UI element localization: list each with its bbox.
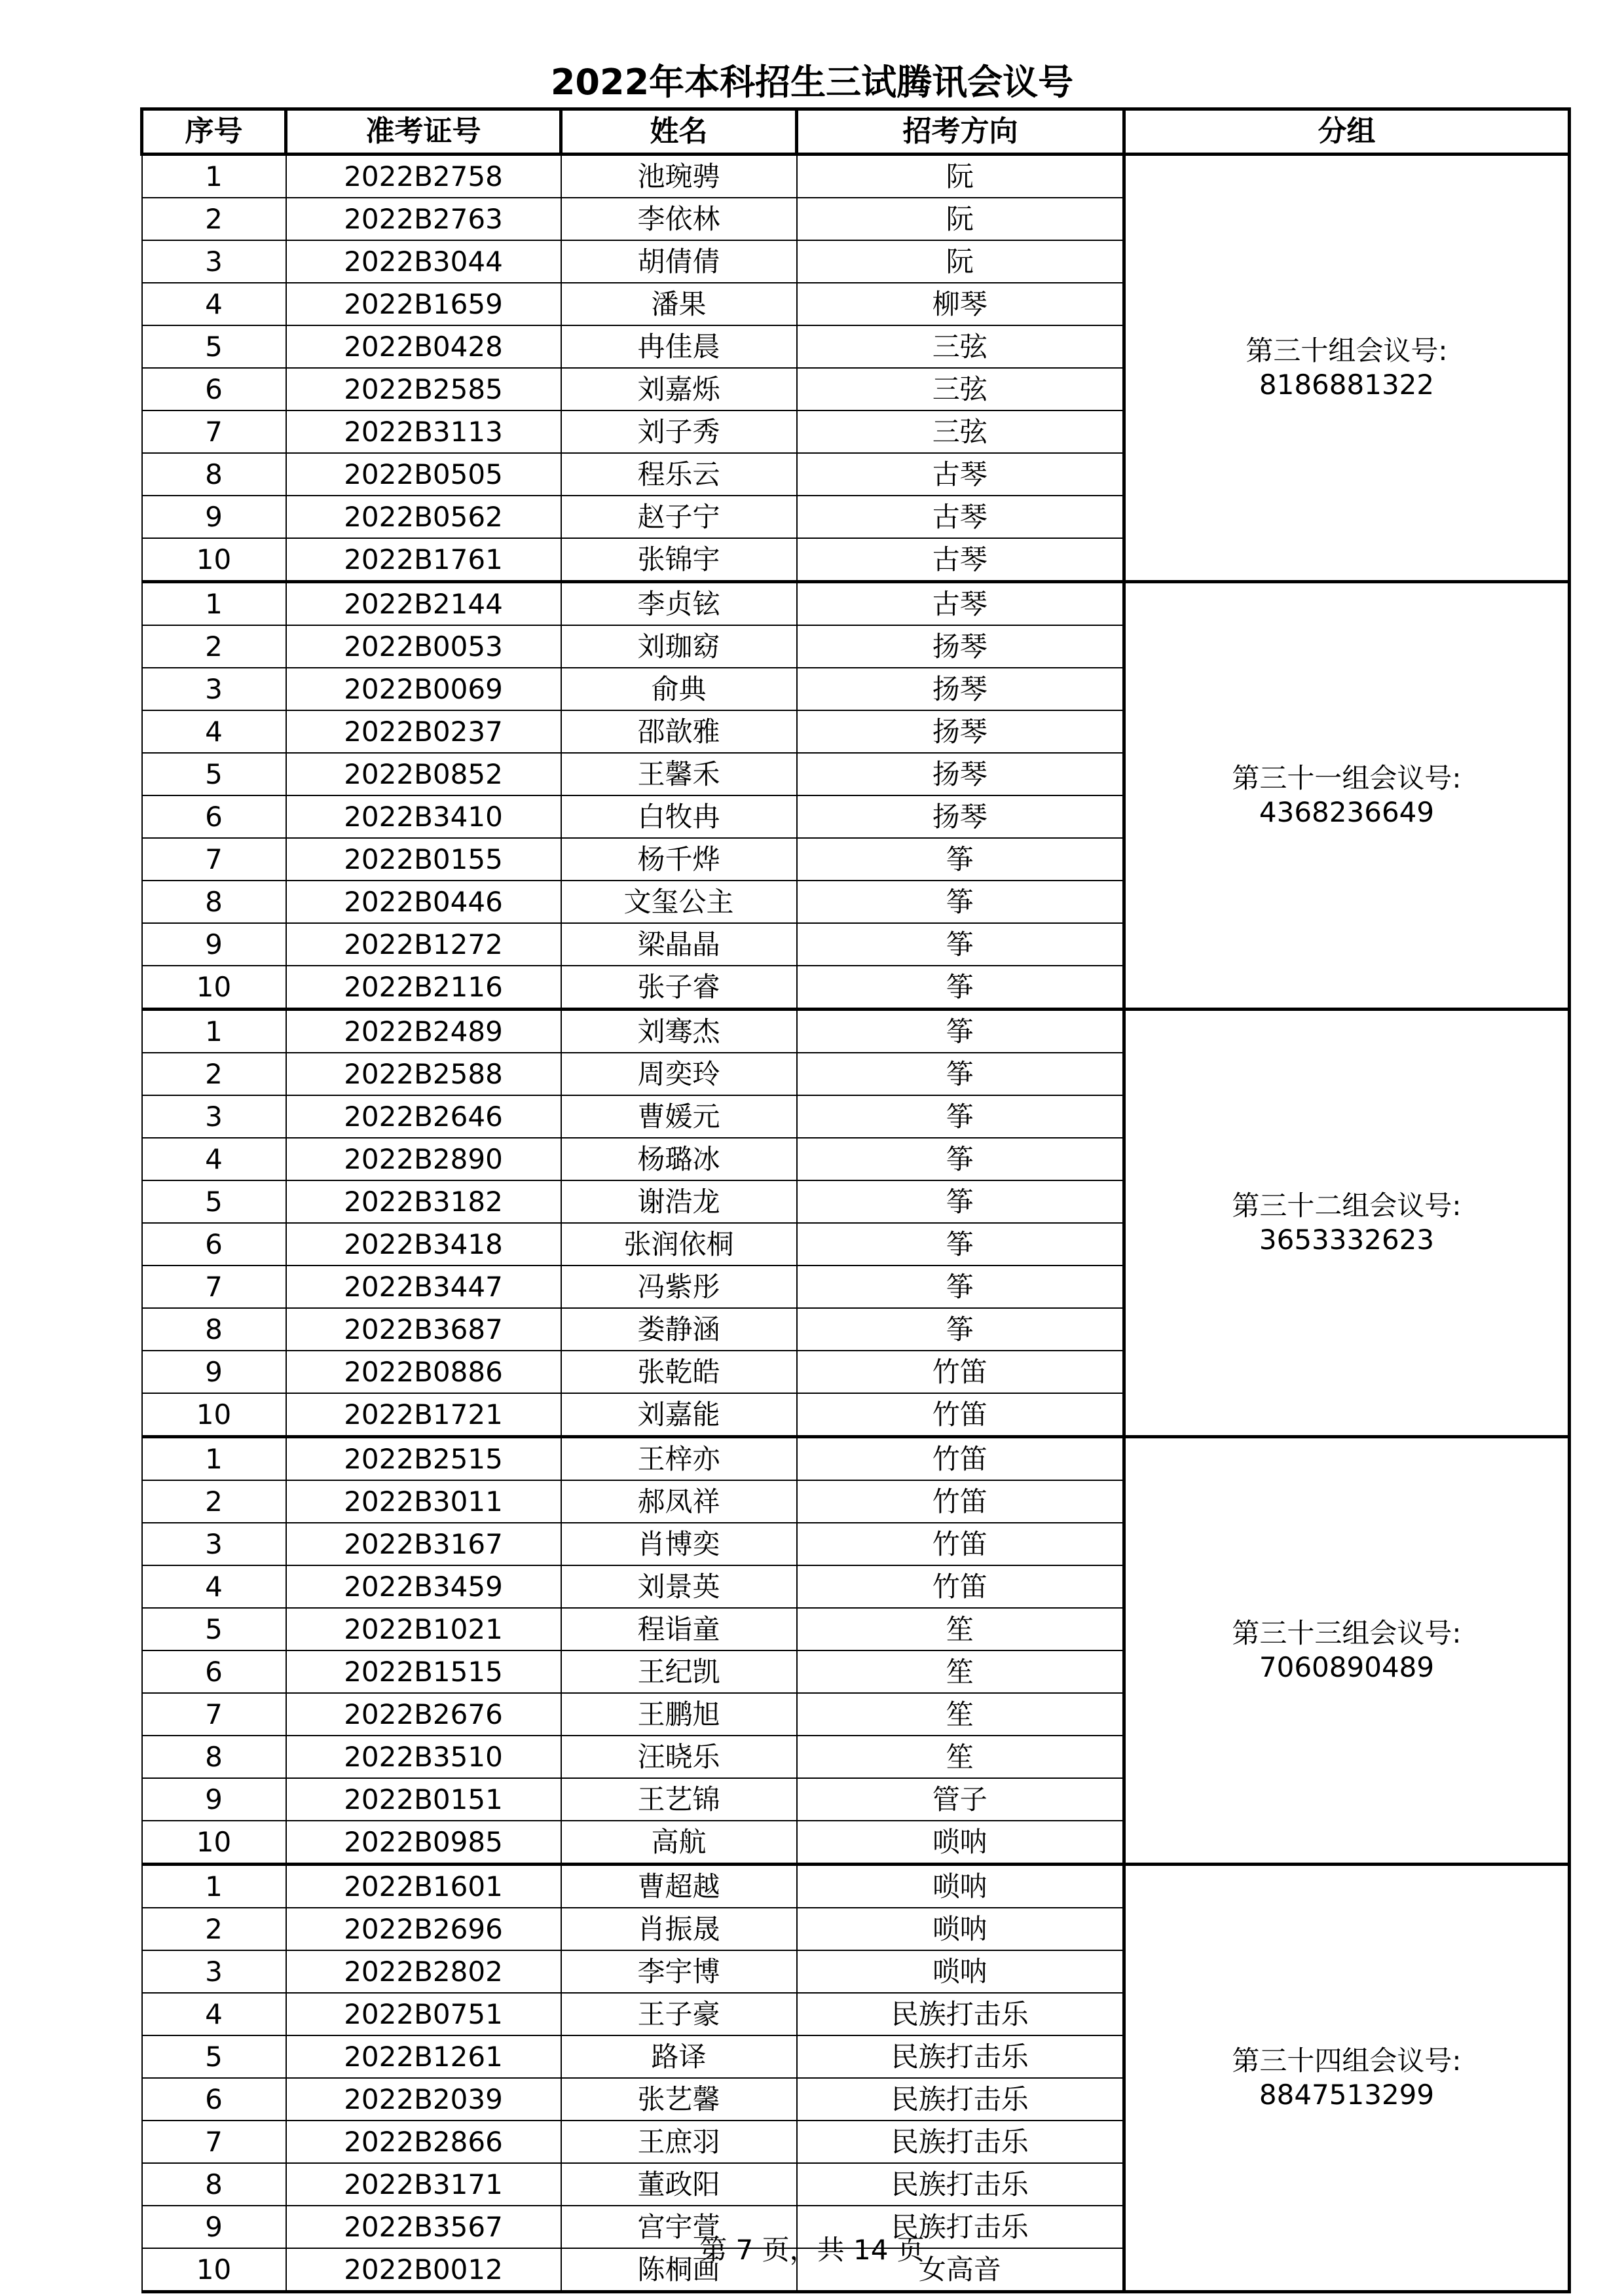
cell-exam-id: 2022B2758	[286, 155, 561, 198]
cell-name: 赵子宁	[561, 496, 797, 538]
cell-name: 谢浩龙	[561, 1180, 797, 1223]
cell-index: 4	[142, 283, 286, 325]
cell-major: 三弦	[797, 410, 1124, 453]
cell-major: 筝	[797, 1095, 1124, 1138]
cell-major: 筝	[797, 1010, 1124, 1053]
cell-name: 李贞铉	[561, 582, 797, 626]
cell-name: 刘子秀	[561, 410, 797, 453]
cell-major: 女高音	[797, 2248, 1124, 2292]
cell-exam-id: 2022B3510	[286, 1736, 561, 1778]
meeting-id: 3653332623	[1259, 1224, 1435, 1256]
cell-name: 李宇博	[561, 1950, 797, 1993]
cell-name: 潘果	[561, 283, 797, 325]
cell-major: 竹笛	[797, 1351, 1124, 1393]
cell-index: 1	[142, 155, 286, 198]
group-cell	[1124, 582, 1570, 1010]
cell-index: 10	[142, 2248, 286, 2292]
cell-major: 三弦	[797, 368, 1124, 410]
meeting-id: 8847513299	[1259, 2079, 1435, 2111]
table-header-row	[142, 109, 1570, 155]
meeting-id: 4368236649	[1259, 796, 1435, 828]
cell-index: 7	[142, 410, 286, 453]
cell-index: 7	[142, 1266, 286, 1308]
cell-index: 10	[142, 1393, 286, 1437]
cell-major: 筝	[797, 923, 1124, 966]
cell-major: 筝	[797, 881, 1124, 923]
cell-name: 张子睿	[561, 966, 797, 1010]
cell-exam-id: 2022B3459	[286, 1565, 561, 1608]
cell-major: 笙	[797, 1608, 1124, 1650]
cell-name: 董政阳	[561, 2163, 797, 2206]
cell-exam-id: 2022B0012	[286, 2248, 561, 2292]
cell-major: 扬琴	[797, 710, 1124, 753]
cell-exam-id: 2022B0751	[286, 1993, 561, 2035]
cell-index: 4	[142, 1993, 286, 2035]
cell-exam-id: 2022B2866	[286, 2121, 561, 2163]
group-cell	[1124, 155, 1570, 582]
cell-index: 1	[142, 1010, 286, 1053]
cell-name: 王梓亦	[561, 1437, 797, 1481]
cell-exam-id: 2022B3167	[286, 1523, 561, 1565]
cell-name: 杨璐冰	[561, 1138, 797, 1180]
cell-index: 4	[142, 1138, 286, 1180]
cell-exam-id: 2022B2515	[286, 1437, 561, 1481]
cell-major: 民族打击乐	[797, 2163, 1124, 2206]
cell-major: 阮	[797, 155, 1124, 198]
cell-index: 10	[142, 538, 286, 582]
cell-index: 10	[142, 966, 286, 1010]
cell-major: 筝	[797, 838, 1124, 881]
table-row	[142, 1010, 1570, 1053]
group-label: 第三十二组会议号:	[1232, 1190, 1462, 1222]
cell-index: 1	[142, 1865, 286, 1908]
cell-major: 竹笛	[797, 1393, 1124, 1437]
cell-name: 张艺馨	[561, 2078, 797, 2121]
cell-major: 古琴	[797, 582, 1124, 626]
table-row	[142, 582, 1570, 626]
cell-name: 刘珈窈	[561, 625, 797, 668]
cell-major: 笙	[797, 1693, 1124, 1736]
cell-index: 9	[142, 496, 286, 538]
cell-major: 筝	[797, 1223, 1124, 1266]
cell-major: 阮	[797, 240, 1124, 283]
cell-name: 邵歆雅	[561, 710, 797, 753]
page-footer: 第 7 页，共 14 页	[699, 2234, 925, 2266]
cell-exam-id: 2022B0505	[286, 453, 561, 496]
cell-name: 李依林	[561, 198, 797, 240]
cell-index: 8	[142, 881, 286, 923]
cell-name: 娄静涵	[561, 1308, 797, 1351]
cell-index: 5	[142, 2035, 286, 2078]
cell-major: 柳琴	[797, 283, 1124, 325]
cell-name: 陈桐画	[561, 2248, 797, 2292]
group-cell	[1124, 1437, 1570, 1865]
cell-exam-id: 2022B2763	[286, 198, 561, 240]
cell-exam-id: 2022B3410	[286, 795, 561, 838]
cell-name: 曹媛元	[561, 1095, 797, 1138]
cell-major: 阮	[797, 198, 1124, 240]
cell-major: 唢呐	[797, 1908, 1124, 1950]
cell-index: 2	[142, 198, 286, 240]
cell-index: 2	[142, 1480, 286, 1523]
cell-exam-id: 2022B3044	[286, 240, 561, 283]
cell-name: 王庶羽	[561, 2121, 797, 2163]
cell-major: 筝	[797, 1266, 1124, 1308]
cell-exam-id: 2022B2676	[286, 1693, 561, 1736]
cell-exam-id: 2022B2646	[286, 1095, 561, 1138]
cell-index: 5	[142, 1180, 286, 1223]
cell-name: 肖振晟	[561, 1908, 797, 1950]
cell-exam-id: 2022B1515	[286, 1650, 561, 1693]
cell-index: 6	[142, 2078, 286, 2121]
cell-name: 程乐云	[561, 453, 797, 496]
cell-major: 扬琴	[797, 668, 1124, 710]
cell-index: 7	[142, 838, 286, 881]
header-major: 招考方向	[797, 109, 1124, 155]
cell-name: 刘嘉能	[561, 1393, 797, 1437]
cell-name: 刘嘉烁	[561, 368, 797, 410]
cell-exam-id: 2022B2802	[286, 1950, 561, 1993]
cell-name: 文玺公主	[561, 881, 797, 923]
cell-index: 9	[142, 1778, 286, 1821]
cell-index: 1	[142, 1437, 286, 1481]
page-title: 2022年本科招生三试腾讯会议号	[550, 62, 1074, 103]
cell-major: 筝	[797, 966, 1124, 1010]
cell-index: 3	[142, 1523, 286, 1565]
cell-index: 9	[142, 1351, 286, 1393]
cell-name: 王纪凯	[561, 1650, 797, 1693]
cell-name: 冯紫彤	[561, 1266, 797, 1308]
cell-name: 宫宇萱	[561, 2206, 797, 2248]
cell-name: 汪晓乐	[561, 1736, 797, 1778]
cell-major: 扬琴	[797, 753, 1124, 795]
cell-exam-id: 2022B1761	[286, 538, 561, 582]
cell-major: 民族打击乐	[797, 2035, 1124, 2078]
cell-exam-id: 2022B1601	[286, 1865, 561, 1908]
cell-index: 8	[142, 1736, 286, 1778]
cell-name: 池琬骋	[561, 155, 797, 198]
cell-exam-id: 2022B2696	[286, 1908, 561, 1950]
cell-index: 6	[142, 368, 286, 410]
table-row	[142, 155, 1570, 198]
cell-exam-id: 2022B2144	[286, 582, 561, 626]
cell-index: 2	[142, 1908, 286, 1950]
cell-index: 3	[142, 1950, 286, 1993]
cell-exam-id: 2022B1272	[286, 923, 561, 966]
cell-exam-id: 2022B3171	[286, 2163, 561, 2206]
cell-major: 唢呐	[797, 1865, 1124, 1908]
cell-major: 民族打击乐	[797, 2078, 1124, 2121]
cell-exam-id: 2022B1021	[286, 1608, 561, 1650]
meeting-table	[140, 107, 1571, 2293]
cell-exam-id: 2022B0852	[286, 753, 561, 795]
header-name: 姓名	[561, 109, 797, 155]
header-exam-id: 准考证号	[286, 109, 561, 155]
cell-index: 8	[142, 1308, 286, 1351]
cell-index: 3	[142, 240, 286, 283]
cell-index: 8	[142, 2163, 286, 2206]
table-row	[142, 1437, 1570, 1481]
cell-name: 刘景英	[561, 1565, 797, 1608]
cell-name: 周奕玲	[561, 1053, 797, 1095]
cell-exam-id: 2022B0985	[286, 1821, 561, 1865]
table-row	[142, 1865, 1570, 1908]
cell-exam-id: 2022B1721	[286, 1393, 561, 1437]
cell-major: 筝	[797, 1180, 1124, 1223]
cell-major: 唢呐	[797, 1821, 1124, 1865]
cell-major: 笙	[797, 1650, 1124, 1693]
cell-exam-id: 2022B0155	[286, 838, 561, 881]
cell-index: 2	[142, 1053, 286, 1095]
cell-name: 高航	[561, 1821, 797, 1865]
cell-exam-id: 2022B0562	[286, 496, 561, 538]
cell-name: 路译	[561, 2035, 797, 2078]
cell-name: 杨千烨	[561, 838, 797, 881]
cell-exam-id: 2022B0886	[286, 1351, 561, 1393]
cell-index: 3	[142, 1095, 286, 1138]
table-body	[142, 155, 1570, 2292]
cell-exam-id: 2022B0053	[286, 625, 561, 668]
cell-index: 5	[142, 1608, 286, 1650]
cell-exam-id: 2022B0237	[286, 710, 561, 753]
cell-major: 竹笛	[797, 1480, 1124, 1523]
cell-name: 王鹏旭	[561, 1693, 797, 1736]
group-label: 第三十一组会议号:	[1232, 762, 1462, 794]
cell-exam-id: 2022B2588	[286, 1053, 561, 1095]
cell-major: 民族打击乐	[797, 2121, 1124, 2163]
cell-name: 王子豪	[561, 1993, 797, 2035]
group-label: 第三十组会议号:	[1246, 335, 1448, 367]
cell-exam-id: 2022B3182	[286, 1180, 561, 1223]
cell-name: 程诣童	[561, 1608, 797, 1650]
cell-name: 肖博奕	[561, 1523, 797, 1565]
cell-index: 4	[142, 1565, 286, 1608]
cell-exam-id: 2022B3567	[286, 2206, 561, 2248]
cell-index: 5	[142, 325, 286, 368]
cell-name: 冉佳晨	[561, 325, 797, 368]
meeting-id: 7060890489	[1259, 1651, 1435, 1683]
cell-name: 郝凤祥	[561, 1480, 797, 1523]
cell-major: 扬琴	[797, 795, 1124, 838]
cell-exam-id: 2022B1659	[286, 283, 561, 325]
group-cell	[1124, 1865, 1570, 2292]
cell-name: 梁晶晶	[561, 923, 797, 966]
cell-major: 扬琴	[797, 625, 1124, 668]
cell-major: 民族打击乐	[797, 2206, 1124, 2248]
cell-major: 管子	[797, 1778, 1124, 1821]
cell-major: 筝	[797, 1138, 1124, 1180]
cell-major: 古琴	[797, 453, 1124, 496]
cell-index: 1	[142, 582, 286, 626]
cell-index: 7	[142, 2121, 286, 2163]
cell-major: 三弦	[797, 325, 1124, 368]
cell-name: 张锦宇	[561, 538, 797, 582]
cell-major: 筝	[797, 1308, 1124, 1351]
cell-exam-id: 2022B2489	[286, 1010, 561, 1053]
cell-exam-id: 2022B3011	[286, 1480, 561, 1523]
cell-exam-id: 2022B2585	[286, 368, 561, 410]
cell-index: 2	[142, 625, 286, 668]
group-label: 第三十四组会议号:	[1232, 2045, 1462, 2077]
cell-major: 古琴	[797, 538, 1124, 582]
cell-exam-id: 2022B0446	[286, 881, 561, 923]
cell-name: 王馨禾	[561, 753, 797, 795]
cell-exam-id: 2022B0069	[286, 668, 561, 710]
cell-major: 筝	[797, 1053, 1124, 1095]
cell-index: 6	[142, 1650, 286, 1693]
cell-exam-id: 2022B2116	[286, 966, 561, 1010]
cell-exam-id: 2022B0151	[286, 1778, 561, 1821]
cell-name: 俞典	[561, 668, 797, 710]
cell-exam-id: 2022B3113	[286, 410, 561, 453]
cell-major: 竹笛	[797, 1437, 1124, 1481]
cell-exam-id: 2022B3418	[286, 1223, 561, 1266]
cell-exam-id: 2022B3687	[286, 1308, 561, 1351]
cell-name: 张乾皓	[561, 1351, 797, 1393]
header-index: 序号	[142, 109, 286, 155]
cell-major: 笙	[797, 1736, 1124, 1778]
cell-index: 9	[142, 2206, 286, 2248]
cell-name: 曹超越	[561, 1865, 797, 1908]
cell-name: 白牧冉	[561, 795, 797, 838]
cell-exam-id: 2022B0428	[286, 325, 561, 368]
cell-exam-id: 2022B1261	[286, 2035, 561, 2078]
cell-index: 9	[142, 923, 286, 966]
group-label: 第三十三组会议号:	[1232, 1617, 1462, 1649]
cell-index: 10	[142, 1821, 286, 1865]
cell-index: 8	[142, 453, 286, 496]
cell-index: 4	[142, 710, 286, 753]
cell-major: 竹笛	[797, 1565, 1124, 1608]
meeting-id: 8186881322	[1259, 369, 1435, 401]
cell-major: 古琴	[797, 496, 1124, 538]
cell-exam-id: 2022B3447	[286, 1266, 561, 1308]
cell-major: 唢呐	[797, 1950, 1124, 1993]
cell-index: 6	[142, 795, 286, 838]
cell-index: 6	[142, 1223, 286, 1266]
header-group: 分组	[1124, 109, 1570, 155]
cell-name: 胡倩倩	[561, 240, 797, 283]
cell-index: 7	[142, 1693, 286, 1736]
cell-index: 5	[142, 753, 286, 795]
cell-name: 刘骞杰	[561, 1010, 797, 1053]
cell-major: 民族打击乐	[797, 1993, 1124, 2035]
group-cell	[1124, 1010, 1570, 1437]
cell-index: 3	[142, 668, 286, 710]
cell-exam-id: 2022B2039	[286, 2078, 561, 2121]
cell-name: 王艺锦	[561, 1778, 797, 1821]
cell-name: 张润依桐	[561, 1223, 797, 1266]
cell-major: 竹笛	[797, 1523, 1124, 1565]
cell-exam-id: 2022B2890	[286, 1138, 561, 1180]
